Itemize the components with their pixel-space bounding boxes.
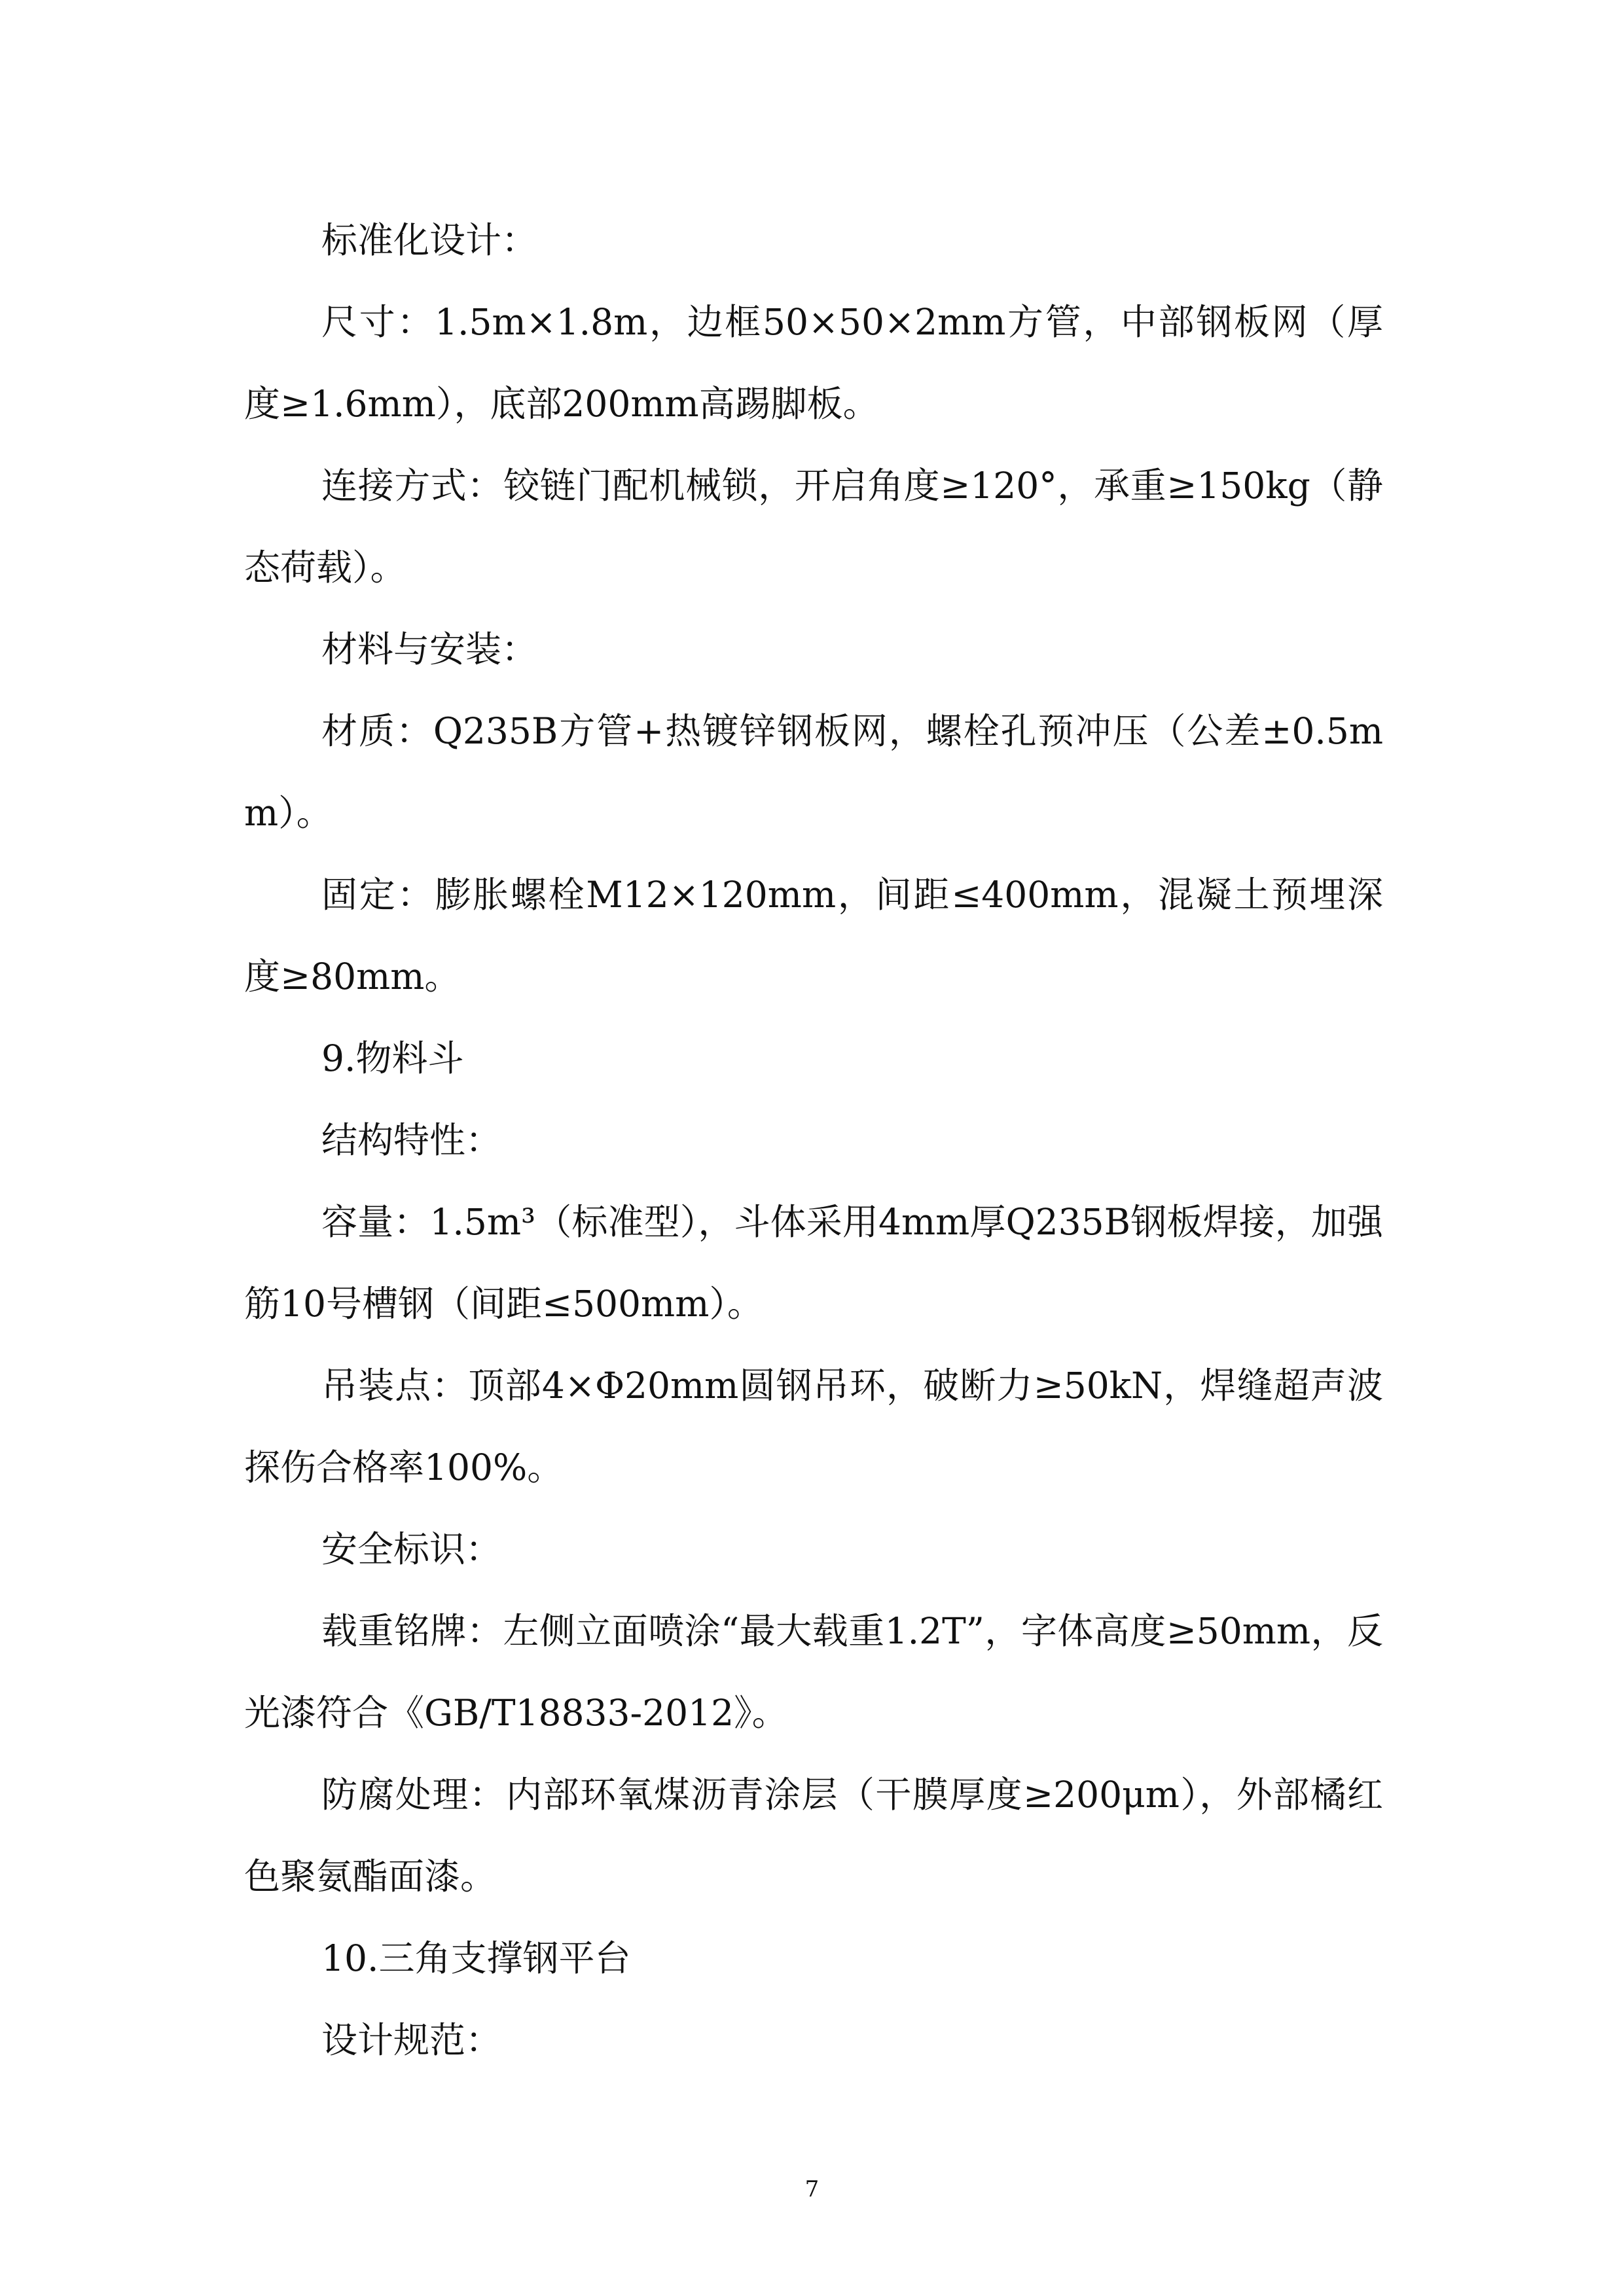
paragraph-lifting-points: 吊装点：顶部4×Φ20mm圆钢吊环，破断力≥50kN，焊缝超声波探伤合格率100%。 (244, 1365, 1383, 1488)
paragraph-load-plate: 载重铭牌：左侧立面喷涂“最大载重1.2T”，字体高度≥50mm，反光漆符合《GB/T18833-2012》。 (244, 1610, 1383, 1734)
heading-material-install: 材料与安装： (321, 628, 538, 670)
paragraph-material: 材质：Q235B方管+热镀锌钢板网，螺栓孔预冲压（公差±0.5mm）。 (244, 710, 1383, 834)
heading-safety-marking: 安全标识： (321, 1528, 502, 1570)
paragraph-fixing: 固定：膨胀螺栓M12×120mm，间距≤400mm，混凝土预埋深度≥80mm。 (244, 874, 1383, 997)
paragraph-connection: 连接方式：铰链门配机械锁，开启角度≥120°，承重≥150kg（静态荷载）。 (244, 465, 1383, 588)
paragraph-capacity: 容量：1.5m³（标准型），斗体采用4mm厚Q235B钢板焊接，加强筋10号槽钢（间距≤500mm）。 (244, 1201, 1383, 1325)
section-title-triangle-platform: 10.三角支撑钢平台 (321, 1937, 631, 1979)
section-title-material-hopper: 9.物料斗 (321, 1037, 464, 1079)
heading-structure: 结构特性： (321, 1119, 502, 1161)
paragraph-anticorrosion: 防腐处理：内部环氧煤沥青涂层（干膜厚度≥200μm），外部橘红色聚氨酯面漆。 (244, 1774, 1383, 1897)
paragraph-dimensions: 尺寸：1.5m×1.8m，边框50×50×2mm方管，中部钢板网（厚度≥1.6mm），底部200mm高踢脚板。 (244, 301, 1383, 425)
heading-design-spec: 设计规范： (321, 2019, 502, 2061)
page-number: 7 (804, 2176, 820, 2202)
body-text (244, 200, 1383, 2081)
heading-standard-design: 标准化设计： (321, 219, 538, 261)
